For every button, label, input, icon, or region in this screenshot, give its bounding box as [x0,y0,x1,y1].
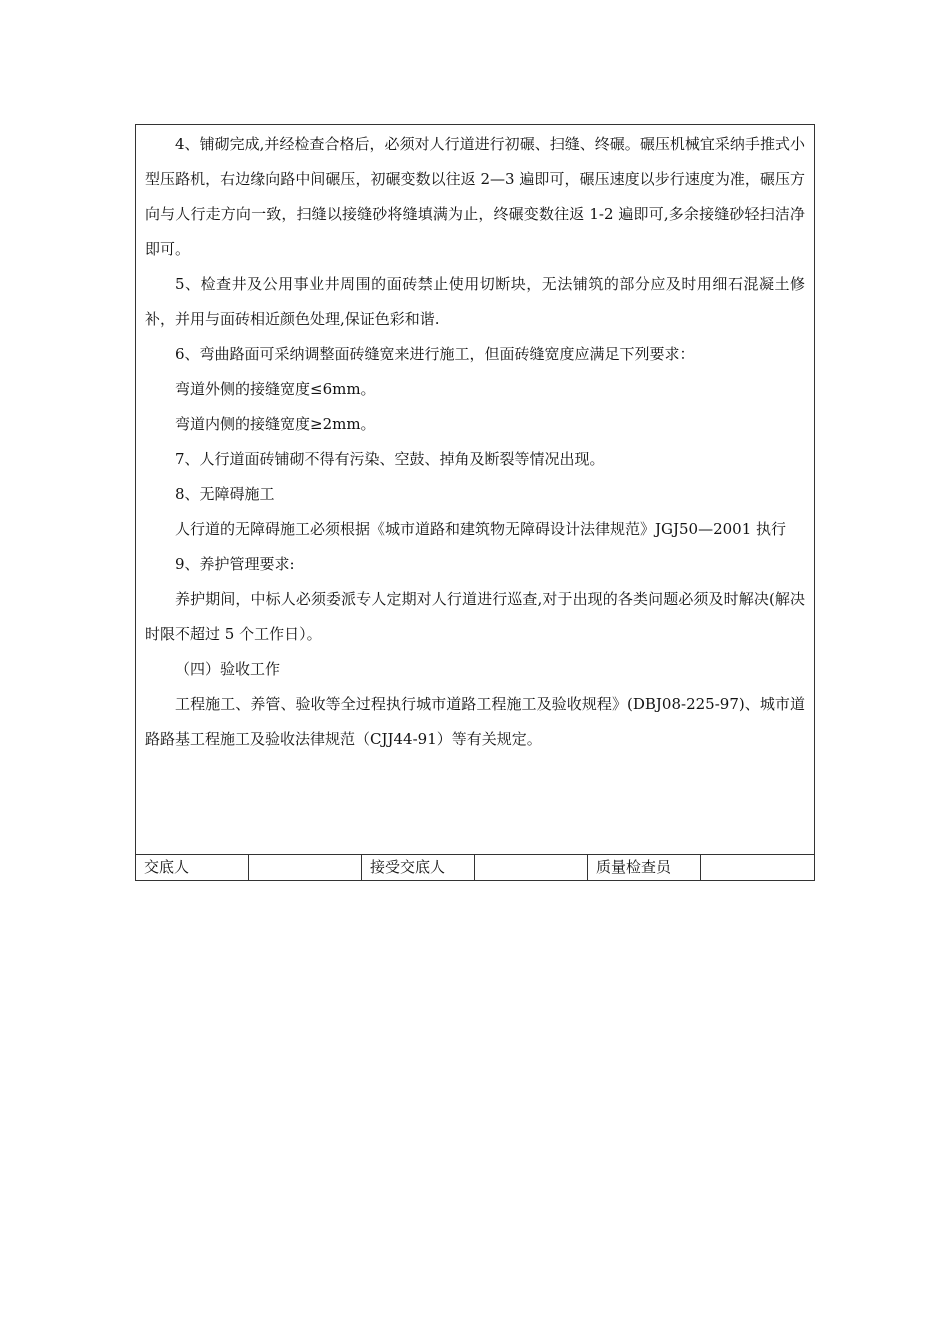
section-acceptance-heading: （四）验收工作 [175,660,281,678]
content-cell [136,125,814,855]
section-acceptance-body: 工程施工、养管、验收等全过程执行城市道路工程施工及验收规程》(DBJ08-225-97)、城市道路路基工程施工及验收法律规范（CJJ44-91）等有关规定。 [145,695,805,748]
receiver-label: 接受交底人 [362,855,475,880]
signature-row [136,855,814,880]
handover-value[interactable] [249,855,362,880]
paragraph-9-heading: 9、养护管理要求: [175,555,295,573]
paragraph-4: 4、铺砌完成,并经检查合格后，必须对人行道进行初碾、扫缝、终碾。碾压机械宜采纳手推式小型压路机，右边缘向路中间碾压，初碾变数以往返 2—3 遍即可，碾压速度以步行速度为准，碾压方向与人行走方向一致，扫缝以接缝砂将缝填满为止，终碾变数往返 1-2 遍即可,多余接缝砂轻扫洁净即可。 [145,135,805,258]
receiver-value[interactable] [475,855,588,880]
paragraph-8-body: 人行道的无障碍施工必须根据《城市道路和建筑物无障碍设计法律规范》JGJ50—2001 执行 [175,520,787,538]
inspector-value[interactable] [701,855,814,880]
paragraph-6-outer: 弯道外侧的接缝宽度≤6mm。 [175,380,376,398]
paragraph-6: 6、弯曲路面可采纳调整面砖缝宽来进行施工，但面砖缝宽度应满足下列要求： [175,345,695,363]
paragraph-6-inner: 弯道内侧的接缝宽度≥2mm。 [175,415,376,433]
paragraph-7: 7、人行道面砖铺砌不得有污染、空鼓、掉角及断裂等情况出现。 [175,450,605,468]
paragraph-8-heading: 8、无障碍施工 [175,485,275,503]
handover-label: 交底人 [136,855,249,880]
disclosure-table [135,124,815,881]
paragraph-5: 5、检查井及公用事业井周围的面砖禁止使用切断块，无法铺筑的部分应及时用细石混凝土修补，并用与面砖相近颜色处理,保证色彩和谐. [145,275,805,328]
paragraph-9-body: 养护期间，中标人必须委派专人定期对人行道进行巡查,对于出现的各类问题必须及时解决(解决时限不超过 5 个工作日）。 [145,590,805,643]
inspector-label: 质量检查员 [588,855,701,880]
